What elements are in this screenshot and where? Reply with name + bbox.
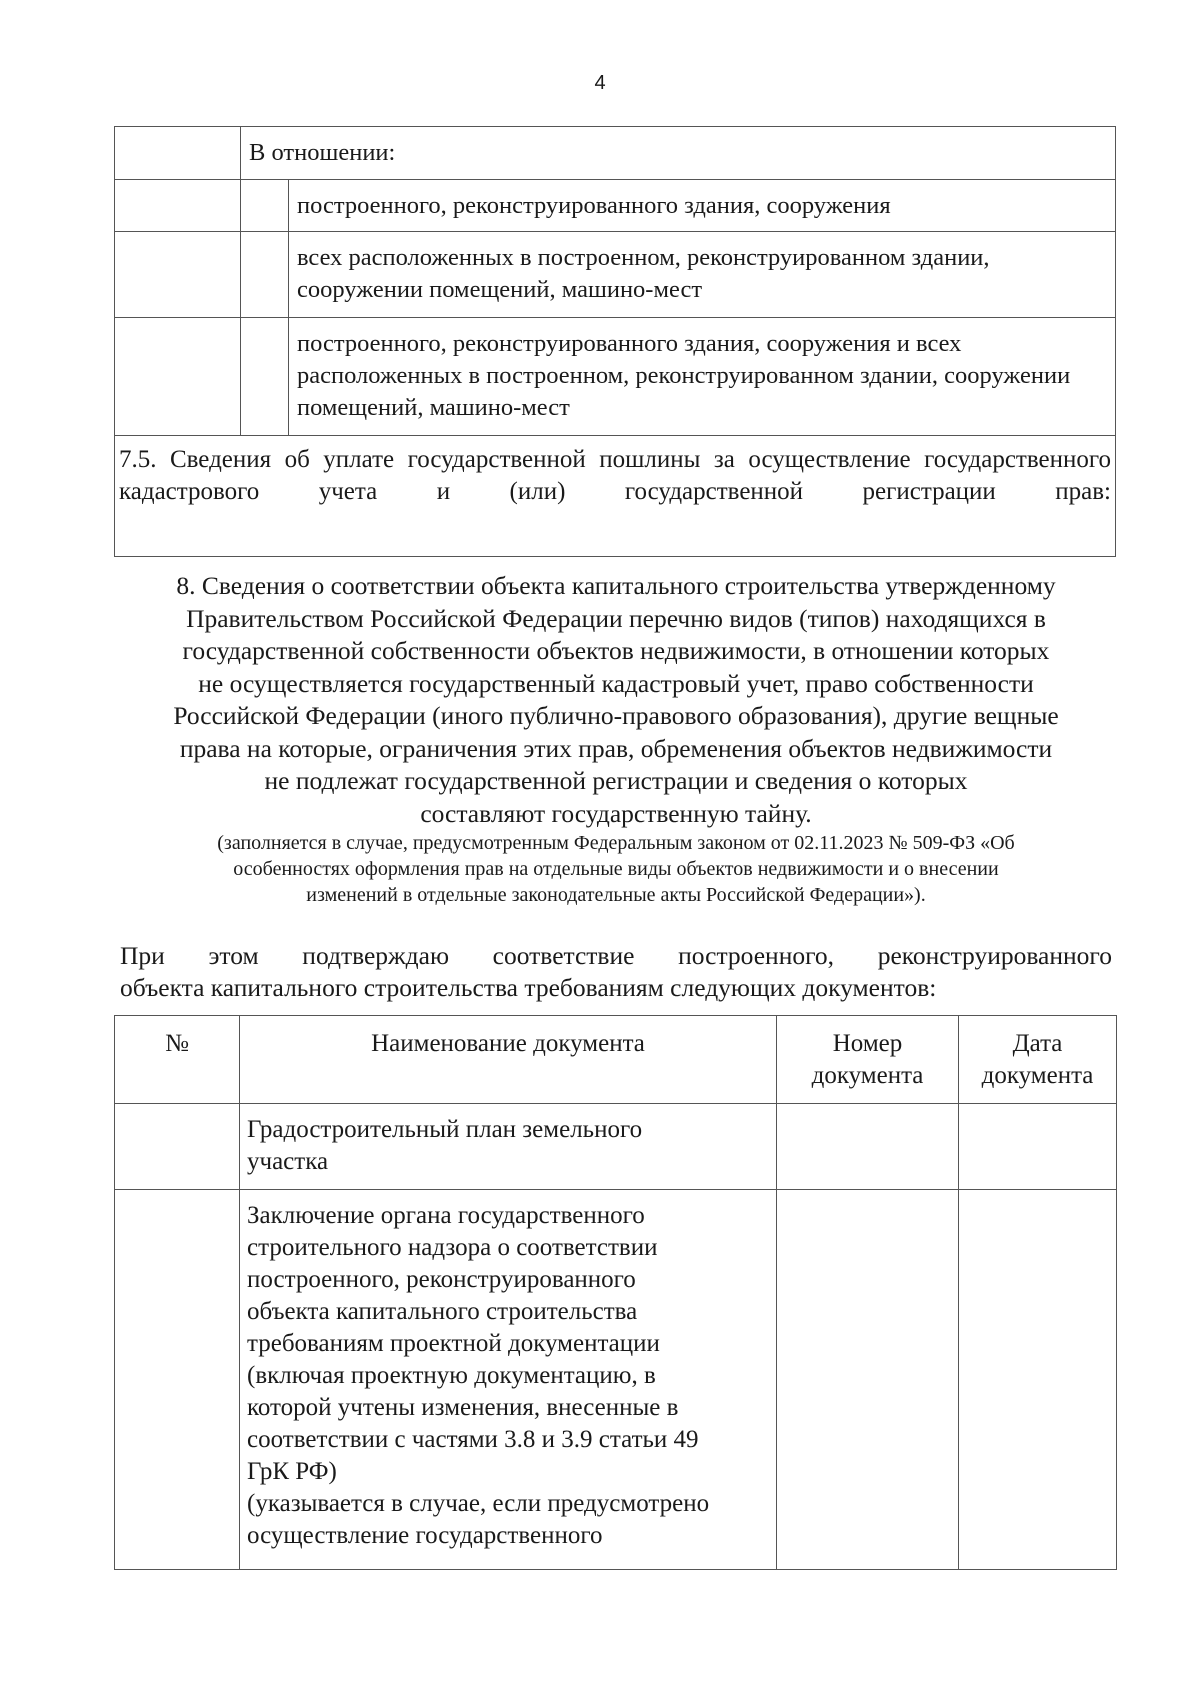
- option-checkbox[interactable]: [241, 232, 289, 317]
- name-line: требованиям проектной документации: [247, 1330, 660, 1357]
- heading-line: права на которые, ограничения этих прав, обременения объектов недвижимости: [179, 733, 1053, 763]
- heading-line: не осуществляется государственный кадастровый учет, право собственности: [198, 668, 1034, 698]
- table-row: [115, 1104, 1117, 1190]
- header-line: Номер: [832, 1030, 903, 1057]
- col-header-number: №: [115, 1016, 240, 1104]
- cell-document-name: [240, 1104, 777, 1190]
- option-checkbox[interactable]: [241, 318, 289, 435]
- cell-document-name: [240, 1190, 777, 1570]
- cell-doc-number[interactable]: [777, 1190, 959, 1570]
- heading-line: не подлежат государственной регистрации и сведения о которых: [264, 766, 968, 795]
- form-cell-empty: [115, 232, 241, 317]
- section-7-5-text: 7.5. Сведения об уплате государственной пошлины за осуществление государственного кадастрового учета и (или) государственной регистрации прав:: [119, 446, 1111, 505]
- note-line: изменений в отдельные законодательные акты Российской Федерации»).: [306, 884, 926, 906]
- name-line: (включая проектную документацию, в: [247, 1362, 656, 1389]
- name-line: осуществление государственного: [247, 1522, 603, 1549]
- confirm-paragraph: [120, 940, 1112, 1004]
- name-line: построенного, реконструированного: [247, 1266, 636, 1293]
- form-option-row: [115, 231, 1115, 317]
- header-line: Дата: [1012, 1030, 1063, 1057]
- name-line: (указывается в случае, если предусмотрено: [247, 1490, 710, 1517]
- header-line: документа: [811, 1062, 924, 1089]
- col-header-doc-number: [777, 1016, 959, 1104]
- option-text: построенного, реконструированного здания, сооружения: [297, 192, 891, 219]
- name-line: соответствии с частями 3.8 и 3.9 статьи 49: [247, 1426, 699, 1453]
- form-cell-empty: [115, 180, 241, 231]
- confirm-line: объекта капитального строительства требованиям следующих документов:: [120, 973, 937, 1002]
- name-line: объекта капитального строительства: [247, 1298, 638, 1325]
- heading-line: Российской Федерации (иного публично-правового образования), другие вещные: [173, 701, 1059, 730]
- name-line: Заключение органа государственного: [247, 1202, 645, 1229]
- cell-doc-number[interactable]: [777, 1104, 959, 1190]
- section-7-5-row: [115, 435, 1115, 556]
- option-text: построенного, реконструированного здания, сооружения и всех расположенных в построенном, реконструированном здании, сооружении помещений, машино-мест: [297, 330, 1071, 421]
- cell-number[interactable]: [115, 1190, 240, 1570]
- form-table: [114, 126, 1116, 557]
- note-line: особенностях оформления прав на отдельные виды объектов недвижимости и о внесении: [233, 858, 999, 880]
- name-line: которой учтены изменения, внесенные в: [247, 1394, 679, 1421]
- heading-line: 8. Сведения о соответствии объекта капитального строительства утвержденному: [176, 571, 1056, 600]
- section-8-heading: [112, 570, 1120, 830]
- table-row: [115, 1190, 1117, 1570]
- header-line: документа: [981, 1062, 1094, 1089]
- heading-line: Правительством Российской Федерации перечню видов (типов) находящихся в: [186, 603, 1046, 633]
- option-checkbox[interactable]: [241, 180, 289, 231]
- documents-header-row: [115, 1016, 1117, 1104]
- section-8: [112, 570, 1120, 908]
- form-header-row: [115, 127, 1115, 179]
- form-option-row: [115, 179, 1115, 231]
- heading-line: государственной собственности объектов недвижимости, в отношении которых: [182, 636, 1050, 665]
- form-cell-empty: [115, 318, 241, 435]
- form-option-row: [115, 317, 1115, 435]
- option-text: всех расположенных в построенном, реконструированном здании, сооружении помещений, машино-мест: [297, 244, 990, 303]
- name-line: Градостроительный план земельного: [247, 1116, 643, 1143]
- cell-doc-date[interactable]: [959, 1190, 1117, 1570]
- cell-number[interactable]: [115, 1104, 240, 1190]
- documents-table: [114, 1015, 1117, 1570]
- cell-doc-date[interactable]: [959, 1104, 1117, 1190]
- note-line: (заполняется в случае, предусмотренным Федеральным законом от 02.11.2023 № 509-ФЗ «Об: [217, 832, 1015, 854]
- section-8-note: [112, 830, 1120, 908]
- page-number: 4: [594, 72, 606, 94]
- form-header-text: В отношении:: [249, 139, 396, 166]
- heading-line: составляют государственную тайну.: [420, 798, 812, 828]
- col-header-name: Наименование документа: [240, 1016, 777, 1104]
- confirm-line: При этом подтверждаю соответствие построенного, реконструированного: [120, 941, 1112, 970]
- name-line: строительного надзора о соответствии: [247, 1234, 658, 1261]
- name-line: участка: [247, 1148, 329, 1175]
- name-line: ГрК РФ): [247, 1458, 337, 1485]
- col-header-doc-date: [959, 1016, 1117, 1104]
- form-cell-empty: [115, 127, 241, 179]
